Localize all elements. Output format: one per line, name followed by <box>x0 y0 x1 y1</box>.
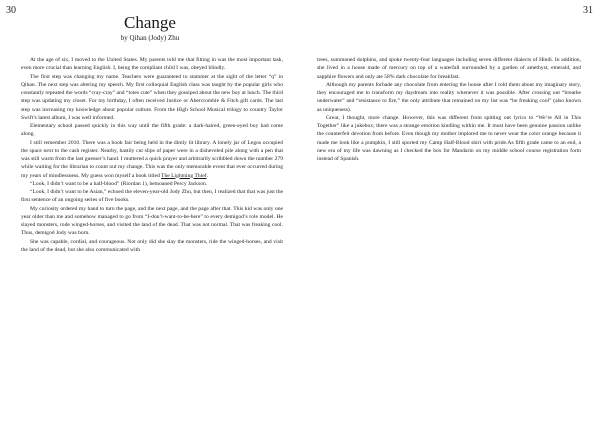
page-number-right: 31 <box>583 5 593 16</box>
byline: by Qihan (Jody) Zhu <box>120 34 180 42</box>
paragraph-text: I still remember 2010. There was a book fair being held in the dimly lit library. A lonely jar of Legos occupied the space next to the cash register. Nearby, hastily cut slips of paper were in a disheveled pile along with a pen that was still warm from the last guesser’s hand. I muttered a quick prayer and arbitrarily scribbled down the number 279 while waiting for the librarian to count out my change. This was the only memorable event that ever occurred during my years of mindlessness. My guess won myself a book titled <box>21 139 283 179</box>
essay-title: Change <box>124 13 176 32</box>
paragraph: At the age of six, I moved to the United States. My parents told me that fitting in was the most important task, even more crucial than learning English. I, being the compliant child I was, obeyed blindly. <box>21 57 283 72</box>
right-body-text <box>317 56 581 163</box>
left-body-text <box>21 56 283 254</box>
paragraph: “Look, I didn’t want to be Asian,” echoed the eleven-year-old Jody Zhu, but then, I realized that that was just the first sentence of an ongoing series of five books. <box>21 189 283 204</box>
right-page <box>300 0 600 424</box>
paragraph: Although my parents forbade any chocolate from entering the house after I told them about my imaginary story, they encouraged me to transform my daydream into reality whenever it was possible. After crossing out “breathe underwater” and “resistance to fire,” the only attribute that remained on my list was “be freaking cool” (also known as uniqueness). <box>317 81 581 113</box>
paragraph: “Look, I didn’t want to be a half-blood” (Riordan 1), bemoaned Percy Jackson. <box>30 180 208 187</box>
paragraph: She was capable, cordial, and courageous. Not only did she slay the monsters, ride the winged-horses, and visit the land of the dead, but she also communicated with <box>21 238 283 253</box>
punctuation: . <box>206 172 209 179</box>
paragraph: Great, I thought, more change. However, this was different from spitting out lyrics to “We’re All in This Together” like a jukebox; there was a strange emotion kindling within me. It must have been genuine passion unlike the counterfeit devotion from before. Even though my mother implored me to never wear the color orange because it made me look like a pumpkin, I still sported my Camp Half-Blood shirt with pride.As fifth grade came to an end, a new era of my life was dawning as I checked the box for Mandarin on my middle school course registration form instead of Spanish. <box>317 114 581 162</box>
paragraph: trees, summoned dolphins, and spoke twenty-four languages including seven different dialects of Hindi. In addition, she lived in a house made of mercury on top of a waterfall surrounded by a garden of amethyst, emerald, and sapphire flowers and only ate 58% dark chocolate for breakfast. <box>317 57 581 80</box>
book-title: The Lightning Thief <box>161 172 207 179</box>
paragraph: Elementary school passed quickly in this way until the fifth grade: a dark-haired, green-eyed boy had come along. <box>21 123 283 138</box>
paragraph-with-book-title <box>21 139 283 180</box>
paragraph: The first step was changing my name. Teachers were guaranteed to stammer at the sight of the letter “q” in Qihan. The next step was altering my speech. My first colloquial English class was taught by the popular girls who constantly repeated the words “cray-cray” and “totes cute” when they gossiped about the new boy at lunch. The third step was updating my closet. For my birthday, I often received Justice or Abercrombie & Fitch gift cards. The last step was increasing my knowledge about popular culture. From the High School Musical trilogy to country Taylor Swift’s latest album, I was well informed. <box>21 73 283 121</box>
page-number-left: 30 <box>6 5 16 16</box>
paragraph: My curiosity ordered my hand to turn the page, and the next page, and the page after that. This kid was only one year older than me and somehow managed to go from “I-don’t-want-to-be-here” to every demigod’s role model. He slayed monsters, rode winged-horses, and visited the land of the dead. That was not normal. That was freaking cool. Thus, demigod Jody was born. <box>21 205 283 237</box>
